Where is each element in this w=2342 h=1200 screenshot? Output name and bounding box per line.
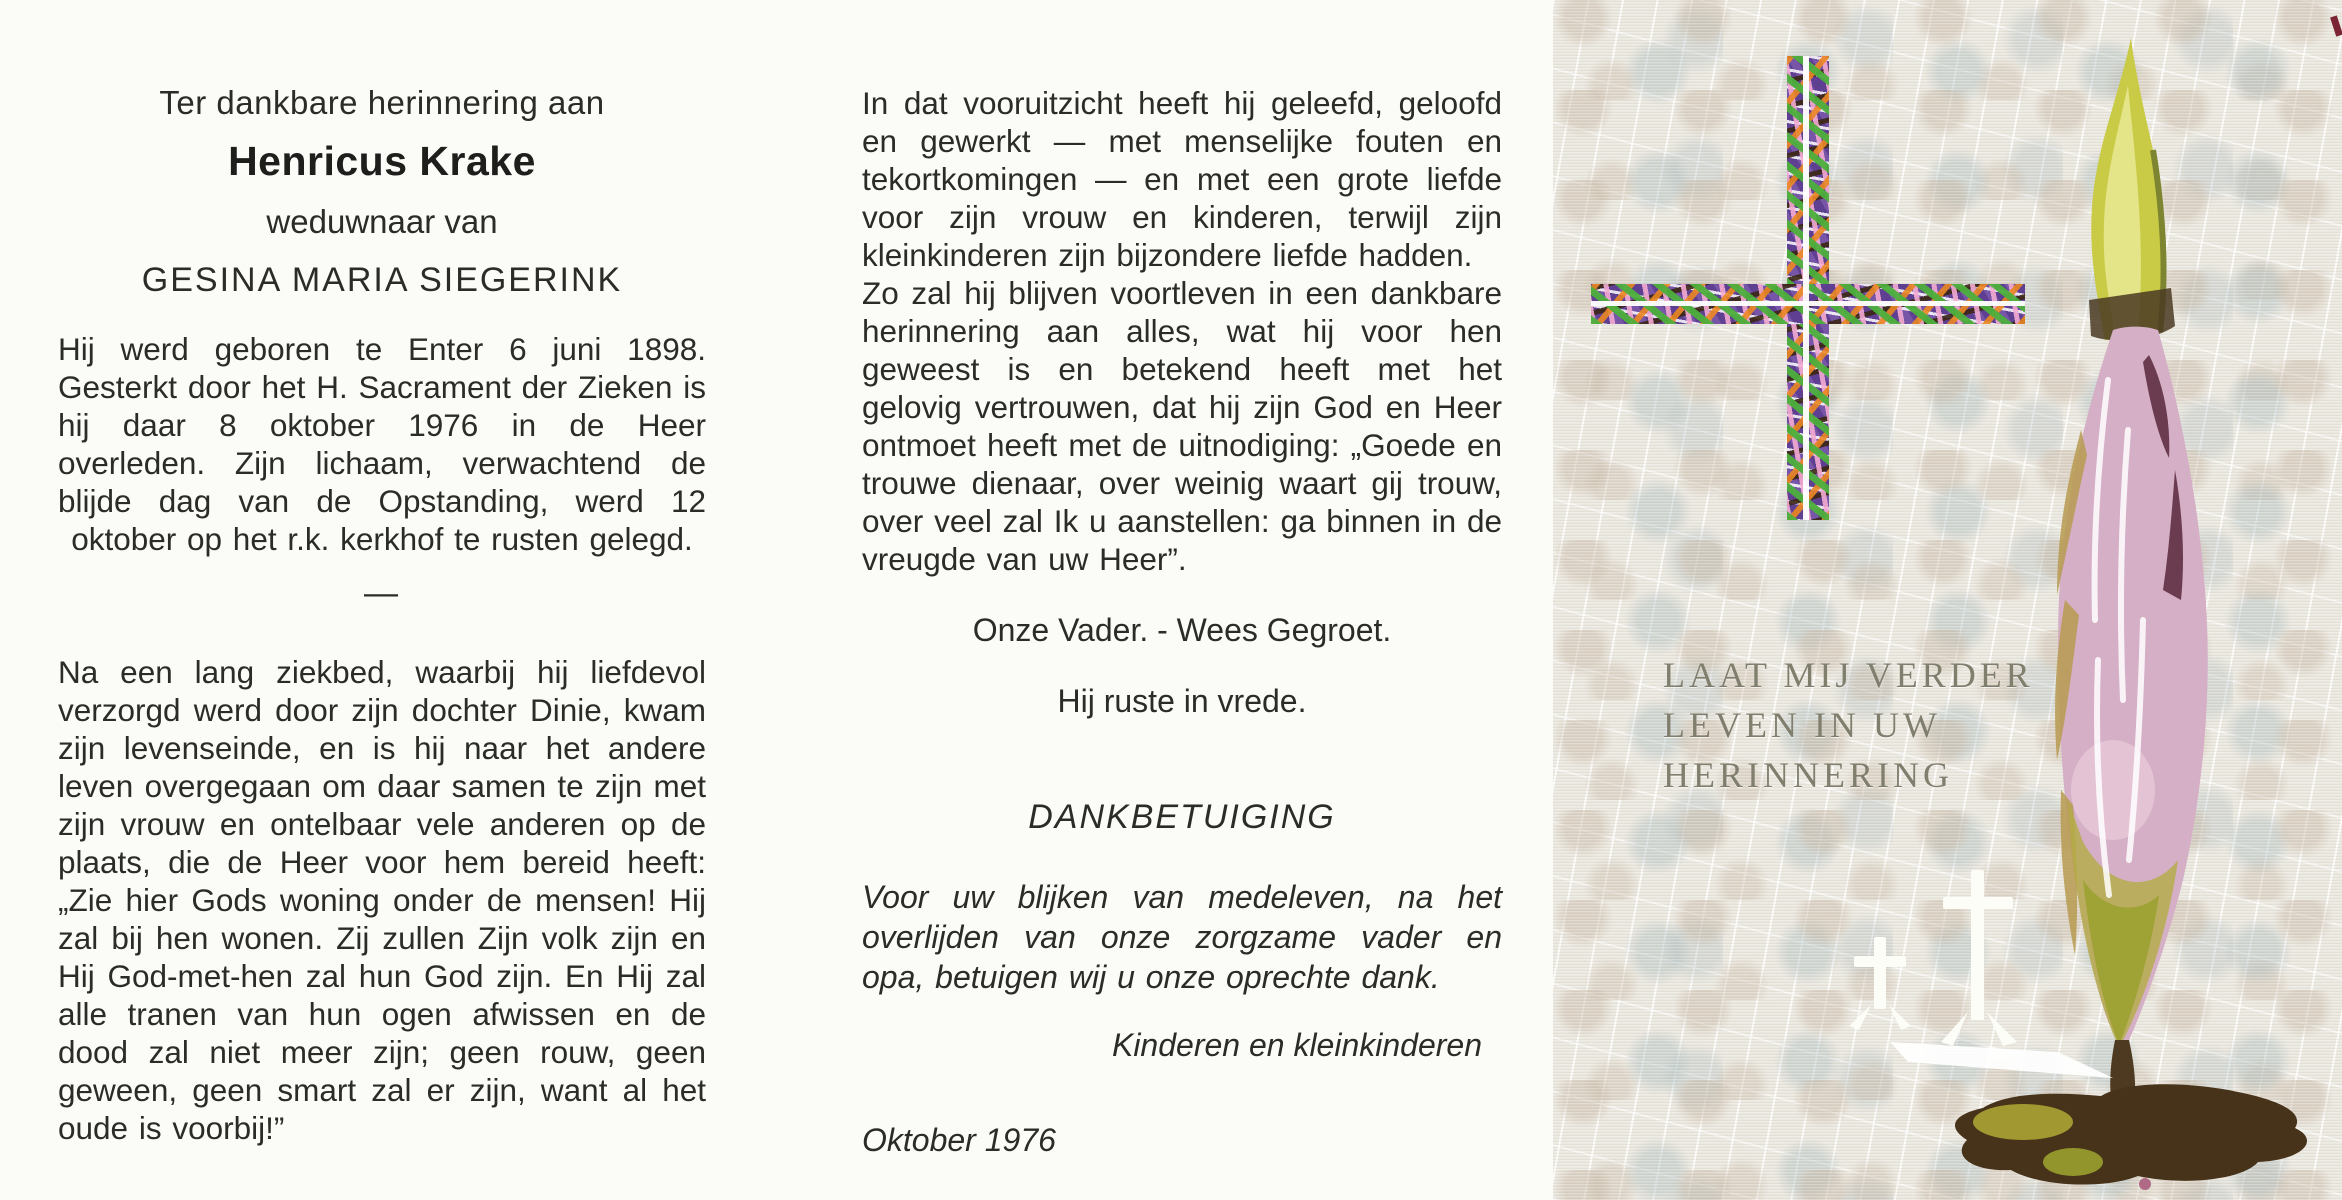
- wax-pool-olive-blob: [1973, 1104, 2073, 1140]
- artwork-panel: [1553, 0, 2342, 1200]
- signature-line: Kinderen en kleinkinderen: [1111, 1027, 1482, 1063]
- left-page-column: [58, 84, 706, 1147]
- deceased-name: Henricus Krake: [228, 138, 536, 184]
- memorial-motto-line-1: LAAT MIJ VERDER: [1663, 655, 2034, 695]
- spouse-name: GESINA MARIA SIEGERINK: [141, 261, 623, 299]
- spacer: [58, 635, 706, 653]
- outlook-paragraph: In dat vooruitzicht heeft hij geleefd, geloofd en gewerkt — met menselijke fouten en tekortkomingen — en met een grote liefde voor zijn vrouw en kinderen, terwijl zijn kleinkinderen zijn bijzondere liefde hadden.: [862, 85, 1502, 273]
- intro-line: Ter dankbare herinnering aan: [159, 84, 605, 121]
- prayers-line: Onze Vader. - Wees Gegroet.: [972, 612, 1392, 648]
- middle-page-column: [862, 84, 1502, 1159]
- light-wedge: [1890, 1042, 2113, 1078]
- section-divider-dash: —: [364, 574, 400, 612]
- wax-pool-pink-speck: [2139, 1178, 2151, 1190]
- memorial-motto-line-3: HERINNERING: [1663, 755, 1953, 795]
- wax-pool-olive-blob-2: [2043, 1148, 2103, 1176]
- feather-pink-highlight: [2071, 740, 2155, 840]
- date-line: Oktober 1976: [862, 1122, 1056, 1158]
- acknowledgement-paragraph: Voor uw blijken van medeleven, na het overlijden van onze zorgzame vader en opa, betuigen wij u onze oprechte dank.: [862, 879, 1502, 995]
- candle-artwork: [1553, 0, 2342, 1200]
- memorial-motto-line-2: LEVEN IN UW: [1663, 705, 1941, 745]
- rest-in-peace-line: Hij ruste in vrede.: [1057, 683, 1307, 719]
- birth-death-paragraph: Hij werd geboren te Enter 6 juni 1898. Gesterkt door het H. Sacrament der Zieken is hij daar 8 oktober 1976 in de Heer overleden. Zijn lichaam, verwachtend de blijde dag van de Opstanding, werd 12 oktober op het r.k. kerkhof te rusten gelegd.: [58, 331, 706, 557]
- grave-cross-small-icon: [1849, 937, 1911, 1030]
- remembrance-paragraph: Zo zal hij blijven voortleven in een dankbare herinnering aan alles, wat hij voor hen geweest is en betekend heeft met het gelovig vertrouwen, dat hij zijn God en Heer ontmoet heeft met de uitnodiging: „Goede en trouwe dienaar, over weinig waart gij trouw, over veel zal Ik u aanstellen: ga binnen in de vreugde van uw Heer”.: [862, 275, 1502, 577]
- grave-cross-tall-icon: [1941, 870, 2017, 1046]
- relation-line: weduwnaar van: [266, 203, 498, 240]
- sickbed-paragraph: Na een lang ziekbed, waarbij hij liefdevol verzorgd werd door zijn dochter Dinie, kwam zijn levenseinde, en is hij naar het andere leven overgegaan om daar samen te zijn met zijn vrouw en ontelbaar vele anderen op de plaats, die de Heer voor hem bereid heeft: „Zie hier Gods woning onder de mensen! Hij zal bij hen wonen. Zij zullen Zijn volk zijn en Hij God-met-hen zal hun God zijn. En Hij zal alle tranen van hun ogen afwissen en de dood zal niet meer zijn; geen rouw, geen geween, geen smart zal er zijn, want al het oude is voorbij!”: [58, 654, 706, 1146]
- acknowledgement-heading: DANKBETUIGING: [1028, 798, 1336, 836]
